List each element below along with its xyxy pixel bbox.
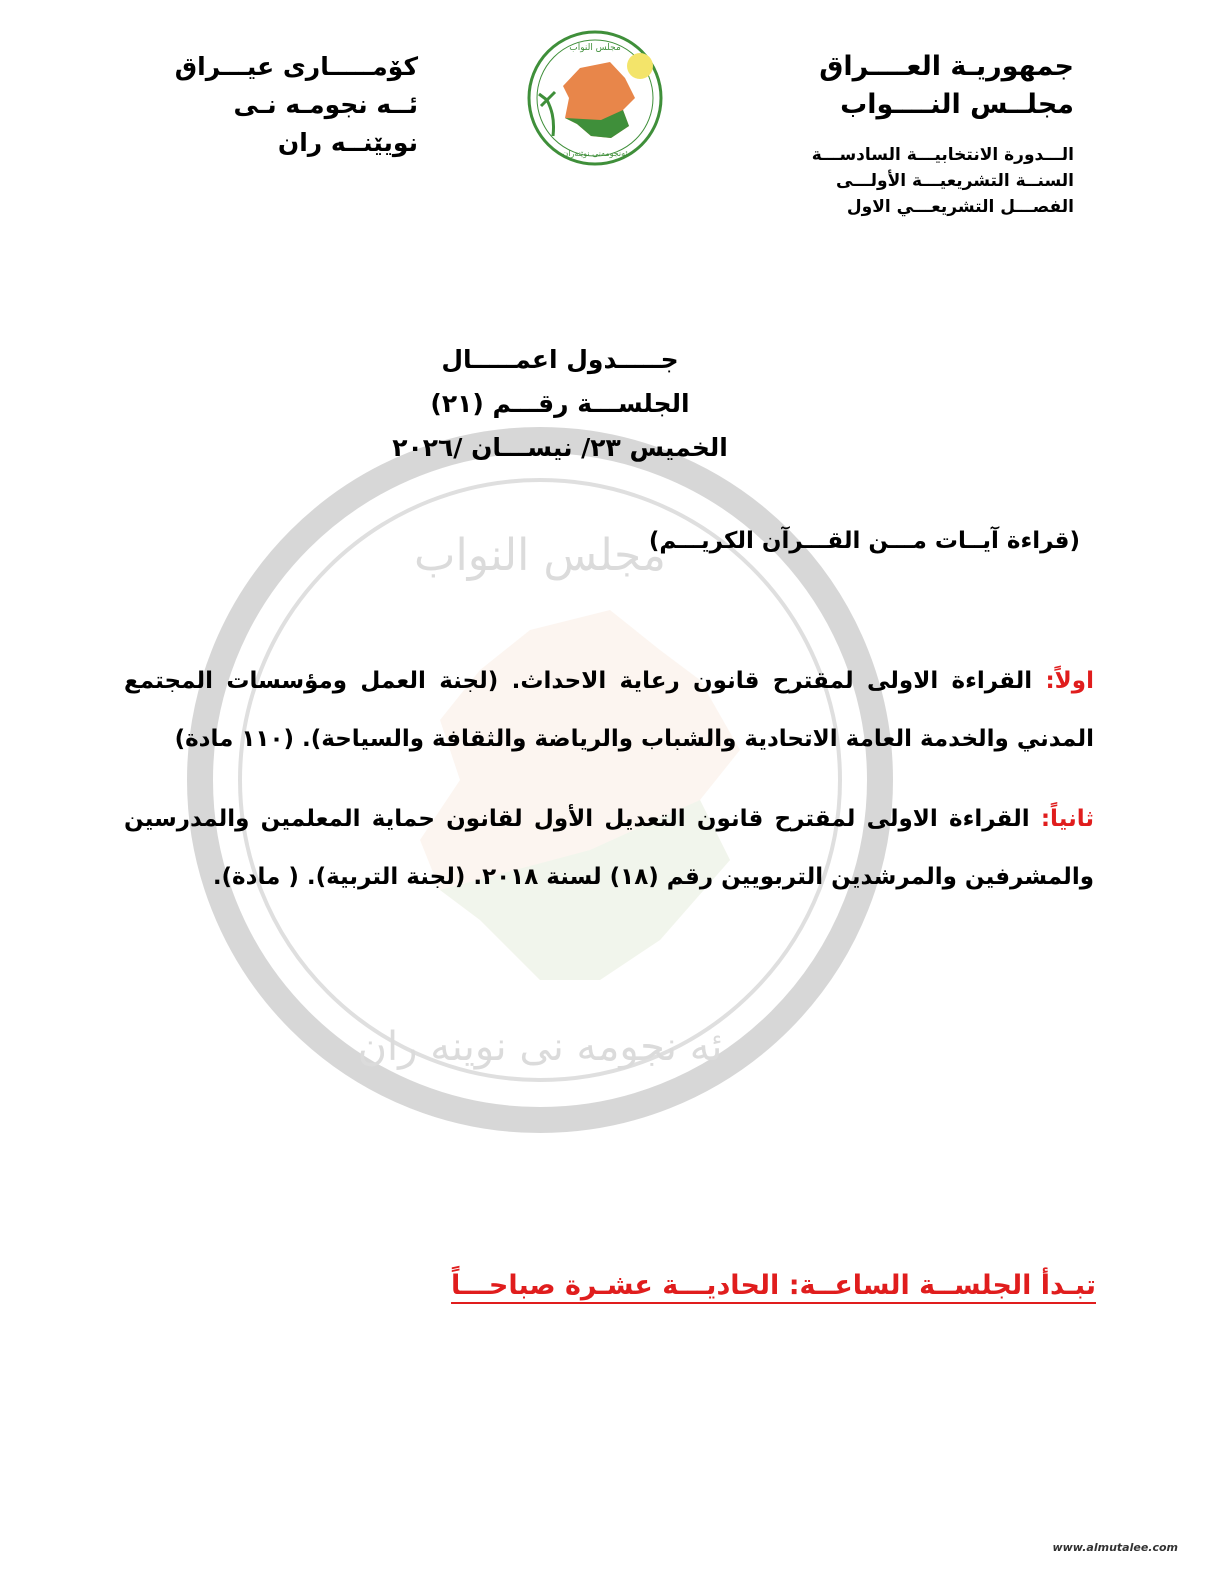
header-right-block — [812, 48, 1074, 220]
logo-bottom-text: ئەنجومەنی نوێنەران — [562, 149, 628, 158]
republic-of-iraq-kurdish: كۆمـــــارى عيـــراق — [174, 52, 418, 81]
legislative-term: الفصـــل التشريعـــي الاول — [846, 197, 1074, 217]
council-of-representatives-kurdish: ئــه نجومـه نـى نويێنــه ران — [233, 90, 418, 157]
session-date: الخميس ٢٣/ نيســـان /٢٠٢٦ — [392, 433, 728, 462]
logo-top-text: مجلس النواب — [569, 43, 621, 53]
session-info — [812, 142, 1074, 220]
agenda-item — [124, 652, 1094, 768]
source-website: www.almutalee.com — [1052, 1541, 1178, 1554]
agenda-item-number: ثانياً: — [1040, 806, 1094, 832]
watermark-bottom-text: ئه نجومه نی نوینه ران — [357, 1024, 723, 1070]
session-number: الجلســـة رقـــم (٢١) — [430, 389, 690, 418]
parliament-logo — [525, 28, 665, 168]
session-start-time: تبـدأ الجلســة الساعــة: الحاديـــة عشـرة صباحـــاً — [451, 1270, 1096, 1301]
agenda-title: جـــــدول اعمـــــال — [441, 345, 679, 374]
agenda-item-number: اولاً: — [1045, 668, 1094, 694]
agenda-item — [124, 790, 1094, 906]
electoral-term: الـــدورة الانتخابيـــة السادســـة — [811, 145, 1074, 165]
republic-of-iraq-title: جمهوريـة العــــراق — [819, 51, 1074, 82]
agenda-item-text: القراءة الاولى لمقترح قانون التعديل الأول لقانون حماية المعلمين والمدرسين والمشرفين والمرشدين التربويين رقم (١٨) لسنة ٢٠١٨. (لجنة التربية). ( مادة). — [124, 806, 1094, 890]
quran-recitation: (قراءة آيــات مـــن القـــرآن الكريـــم) — [648, 528, 1080, 554]
council-of-representatives-title: مجلــس النــــواب — [840, 89, 1074, 120]
header-left-block — [148, 48, 418, 162]
agenda-title-block — [300, 338, 820, 470]
legislative-year: السنــة التشريعيـــة الأولـــى — [836, 171, 1074, 191]
agenda-item-text: القراءة الاولى لمقترح قانون رعاية الاحداث. (لجنة العمل ومؤسسات المجتمع المدني والخدمة العامة الاتحادية والشباب والرياضة والثقافة والسياحة). (١١٠ مادة) — [124, 668, 1094, 752]
watermark-arc-text: مجلس النواب — [414, 530, 666, 581]
